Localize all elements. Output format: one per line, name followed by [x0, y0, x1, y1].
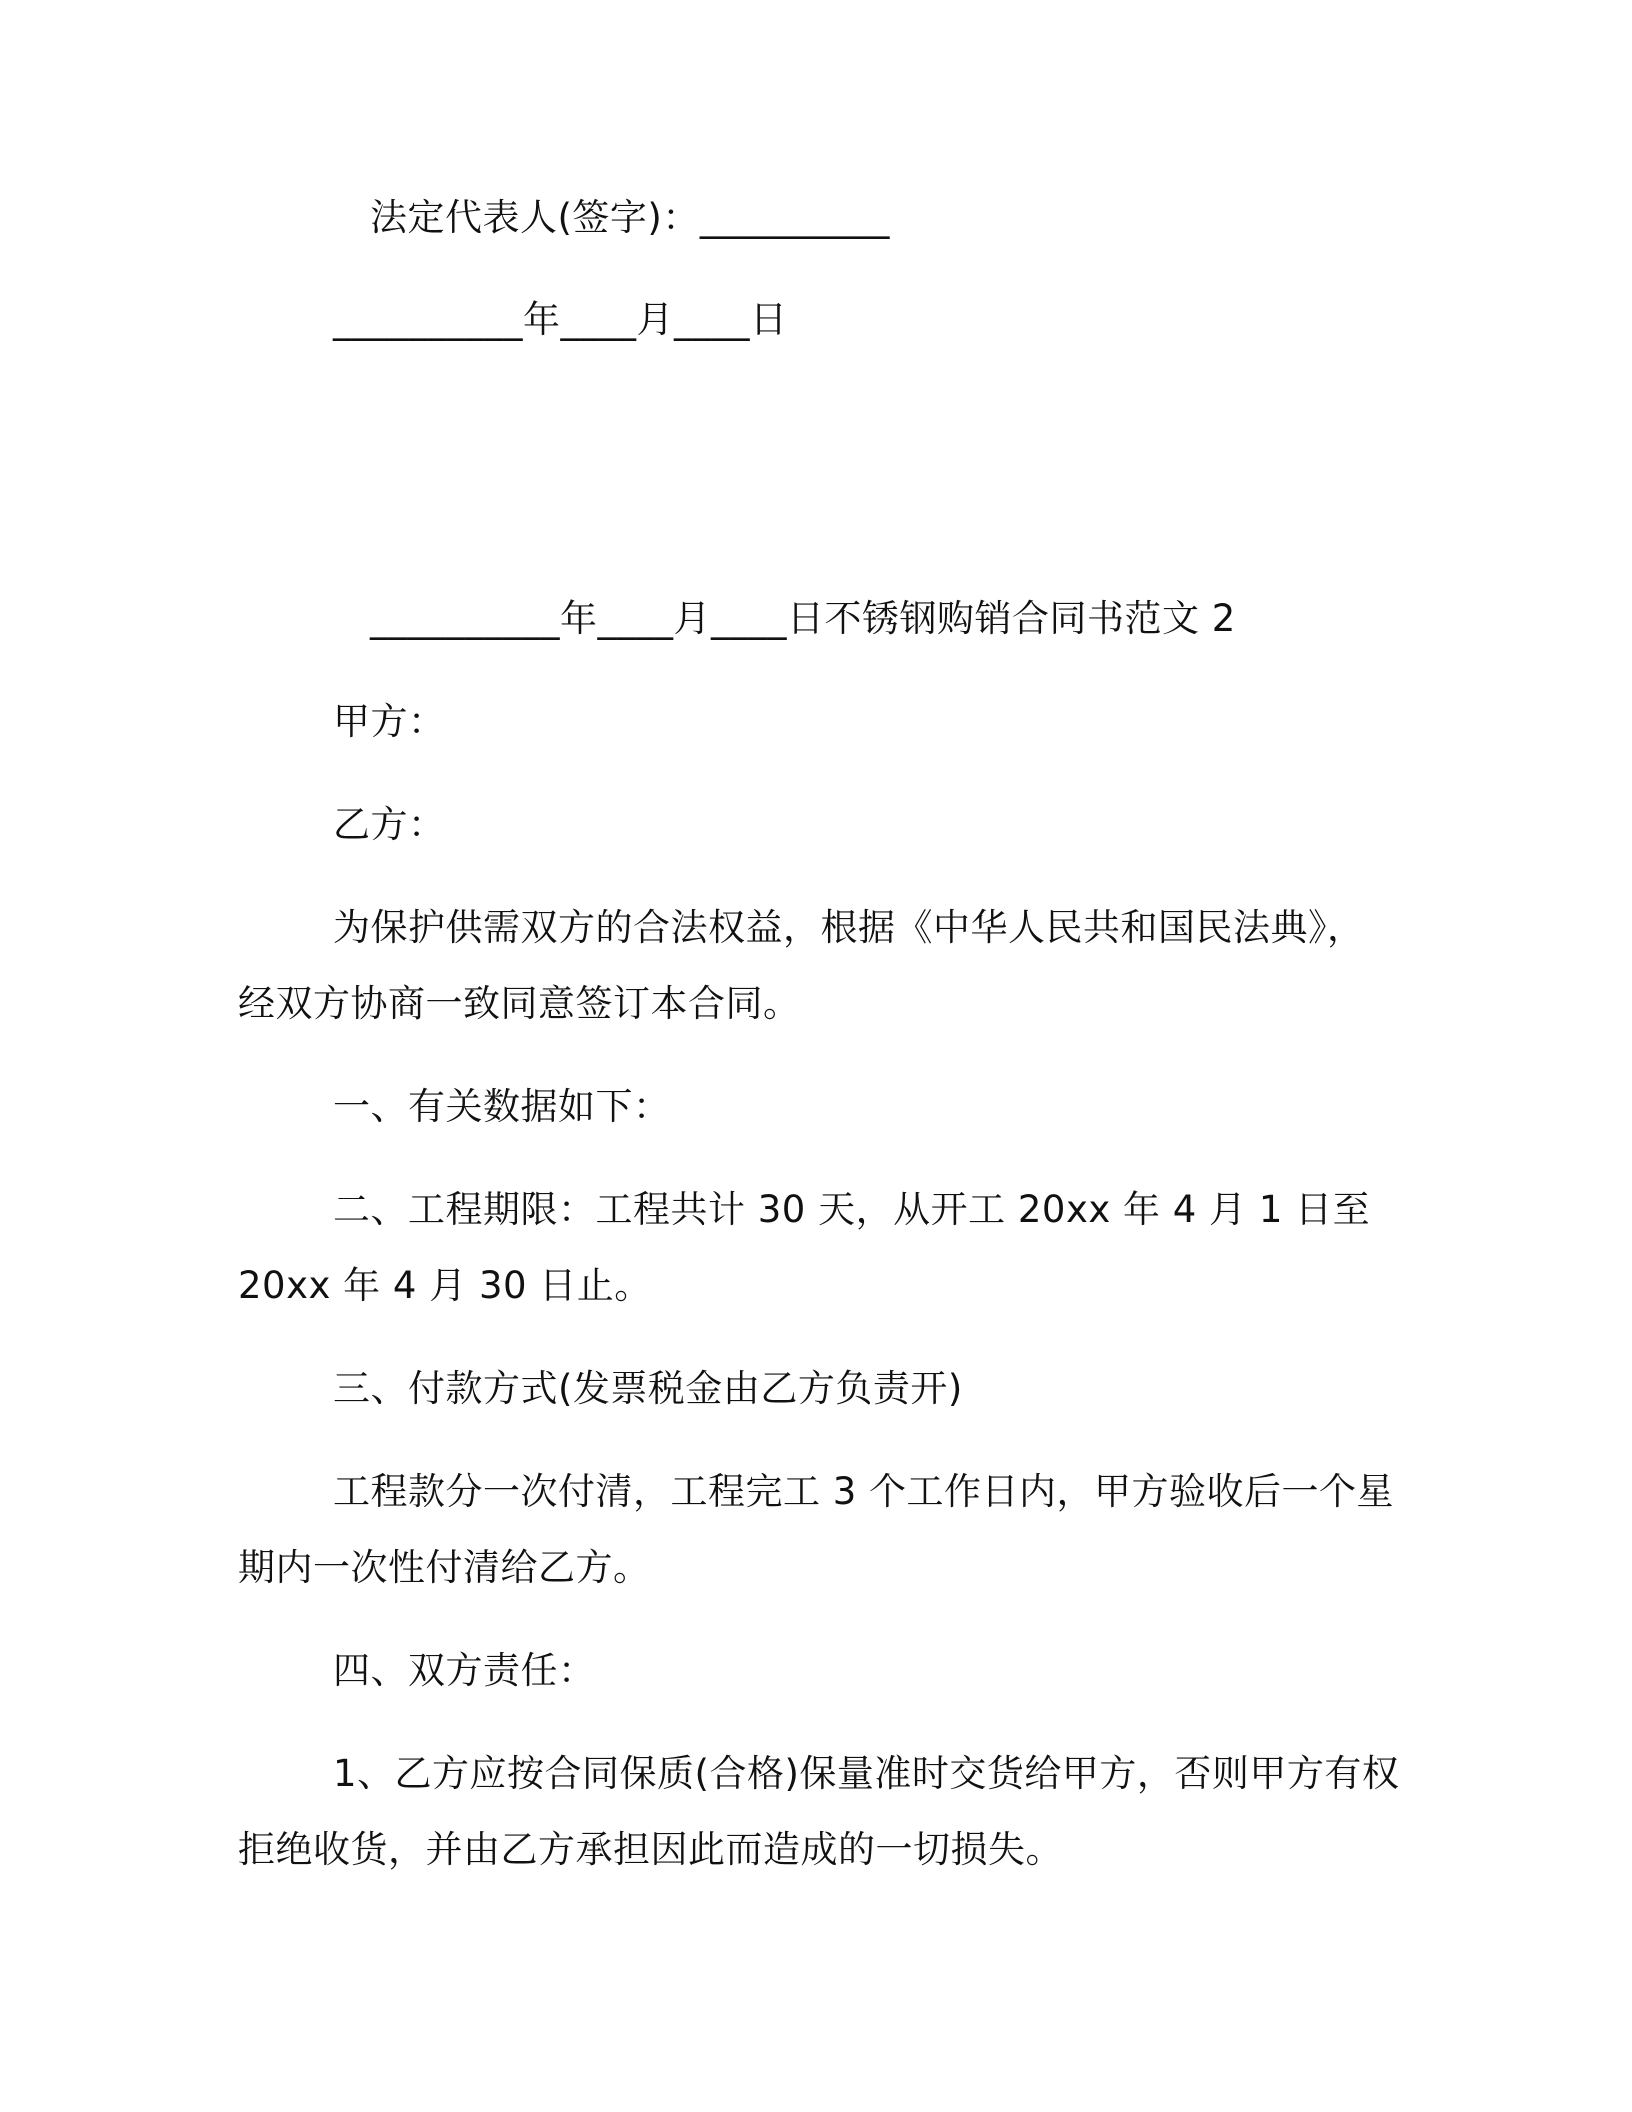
legal-rep-signature-line: 法定代表人(签字)：__________ [370, 196, 890, 239]
section-1-heading: 一、有关数据如下： [333, 1085, 671, 1128]
party-b-label: 乙方： [333, 803, 446, 846]
section-4-item-1-line-1: 1、乙方应按合同保质(合格)保量准时交货给甲方，否则甲方有权 [333, 1752, 1400, 1795]
party-a-label: 甲方： [333, 700, 446, 743]
section-3-body-line-1: 工程款分一次付清，工程完工 3 个工作日内，甲方验收后一个星 [333, 1470, 1395, 1513]
section-2-line-1: 二、工程期限：工程共计 30 天，从开工 20xx 年 4 月 1 日至 [333, 1188, 1371, 1231]
section-2-line-2: 20xx 年 4 月 30 日止。 [238, 1264, 652, 1307]
intro-paragraph-line-2: 经双方协商一致同意签订本合同。 [238, 982, 801, 1025]
section-4-item-1-line-2: 拒绝收货，并由乙方承担因此而造成的一切损失。 [238, 1828, 1063, 1871]
document-heading: __________年____月____日不锈钢购销合同书范文 2 [370, 597, 1236, 640]
section-4-heading: 四、双方责任： [333, 1649, 596, 1692]
intro-paragraph-line-1: 为保护供需双方的合法权益，根据《中华人民共和国民法典》， [333, 906, 1365, 949]
section-3-body-line-2: 期内一次性付清给乙方。 [238, 1546, 651, 1589]
signature-date-line: __________年____月____日 [333, 298, 788, 341]
section-3-heading: 三、付款方式(发票税金由乙方负责开) [333, 1367, 963, 1410]
